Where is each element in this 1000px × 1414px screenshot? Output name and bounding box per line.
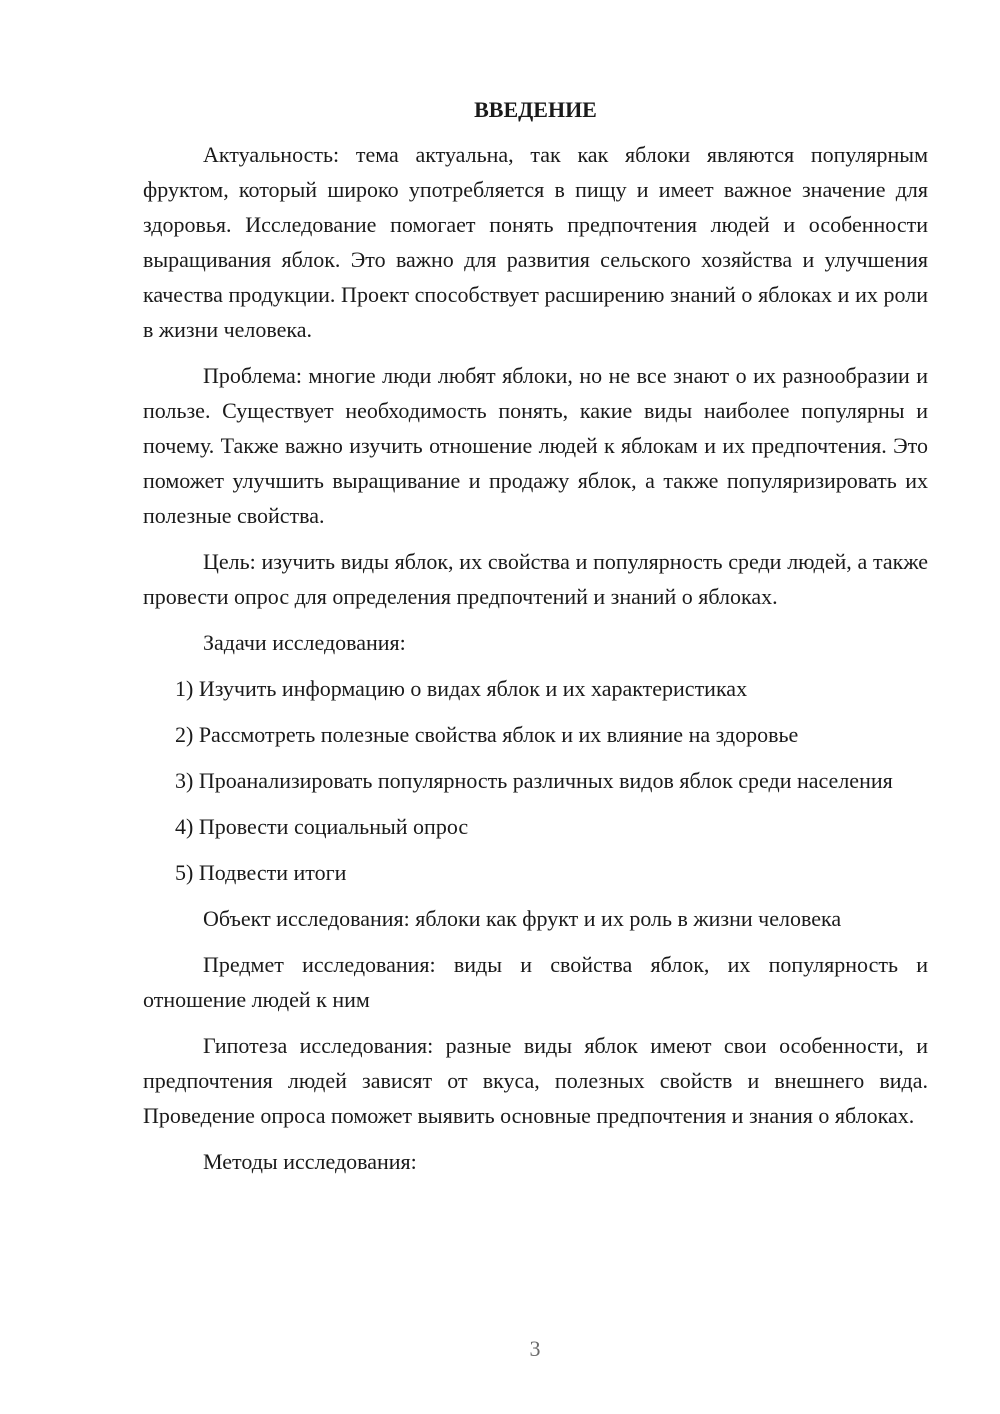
object-paragraph: Объект исследования: яблоки как фрукт и их роль в жизни человека — [203, 906, 842, 931]
tasks-title: Задачи исследования: — [203, 630, 406, 655]
task-item-3: 3) Проанализировать популярность различных видов яблок среди населения — [175, 768, 893, 793]
methods-paragraph: Методы исследования: — [203, 1149, 417, 1174]
subject-paragraph: Предмет исследования: виды и свойства яблок, их популярность и отношение людей к ним — [143, 952, 928, 1012]
task-item-2: 2) Рассмотреть полезные свойства яблок и их влияние на здоровье — [175, 722, 799, 747]
goal-paragraph: Цель: изучить виды яблок, их свойства и популярность среди людей, а также провести опрос для определения предпочтений и знаний о яблоках. — [143, 549, 928, 609]
page-content — [143, 92, 928, 1179]
problem-paragraph: Проблема: многие люди любят яблоки, но не все знают о их разнообразии и пользе. Существует необходимость понять, какие виды наиболее популярны и почему. Также важно изучить отношение людей к яблокам и их предпочтения. Это поможет улучшить выращивание и продажу яблок, а также популяризировать их полезные свойства. — [143, 363, 928, 528]
task-item-5: 5) Подвести итоги — [175, 860, 347, 885]
task-item-4: 4) Провести социальный опрос — [175, 814, 469, 839]
section-heading: ВВЕДЕНИЕ — [474, 97, 597, 122]
hypothesis-paragraph: Гипотеза исследования: разные виды яблок имеют свои особенности, и предпочтения людей зависят от вкуса, полезных свойств и внешнего вида. Проведение опроса поможет выявить основные предпочтения и знания о яблоках. — [143, 1033, 928, 1128]
relevance-paragraph: Актуальность: тема актуальна, так как яблоки являются популярным фруктом, который широко употребляется в пищу и имеет важное значение для здоровья. Исследование помогает понять предпочтения людей и особенности выращивания яблок. Это важно для развития сельского хозяйства и улучшения качества продукции. Проект способствует расширению знаний о яблоках и их роли в жизни человека. — [143, 142, 928, 342]
page-number: 3 — [529, 1336, 541, 1361]
task-item-1: 1) Изучить информацию о видах яблок и их характеристиках — [175, 676, 748, 701]
